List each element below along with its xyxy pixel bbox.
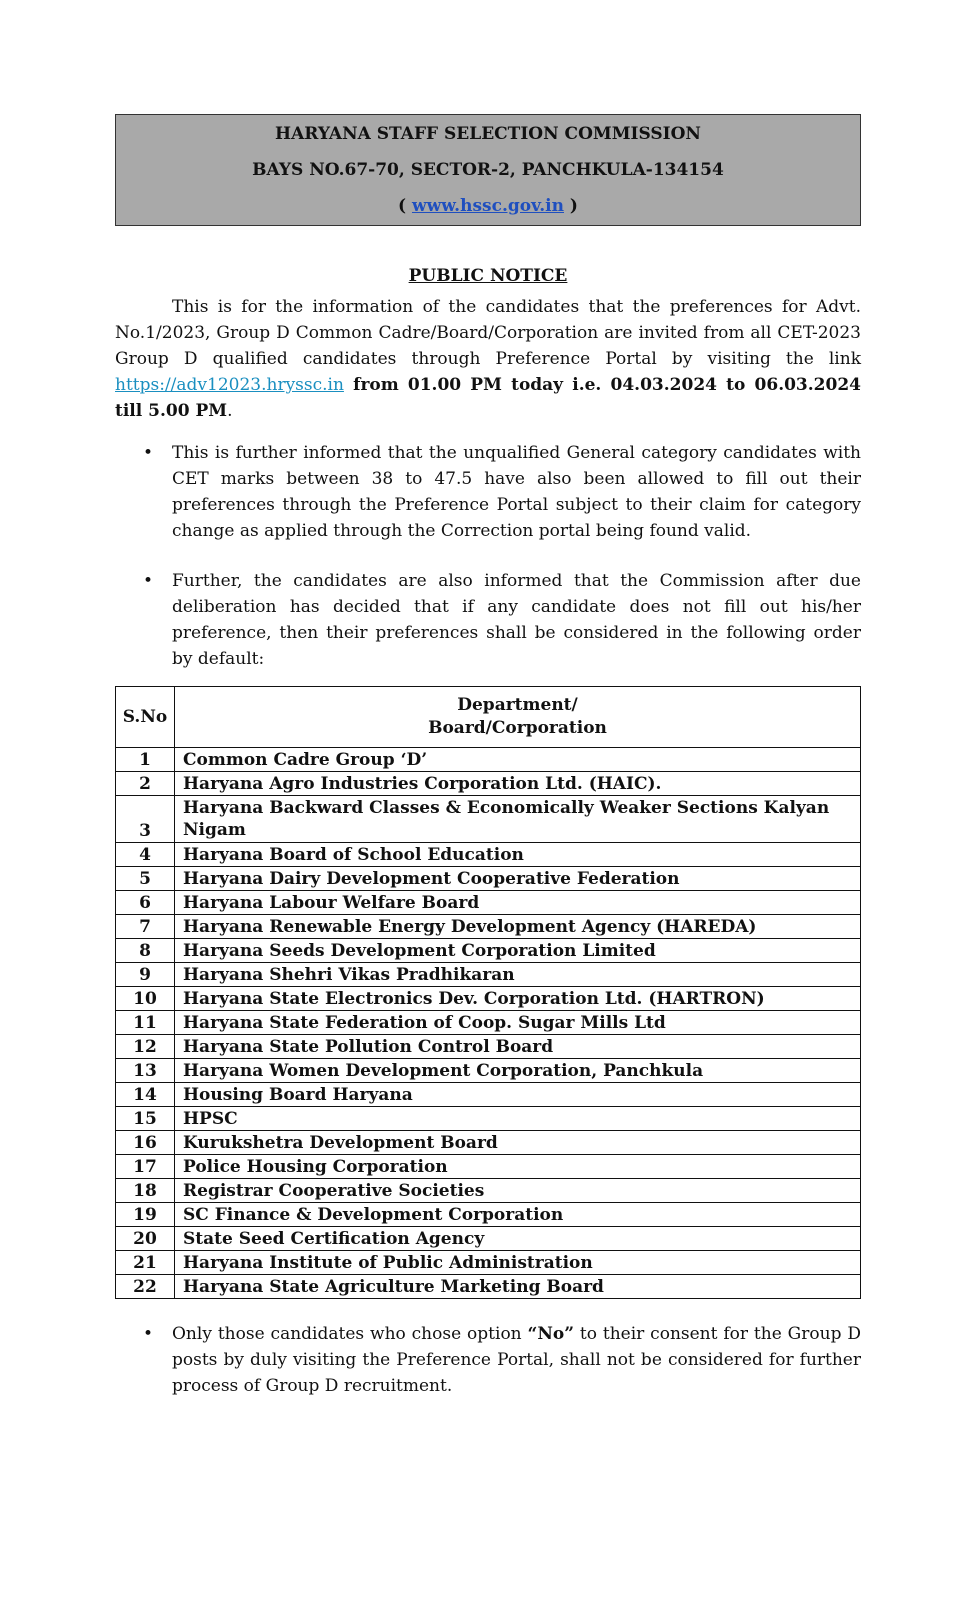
- table-row: [116, 939, 861, 963]
- row-sno: 3: [116, 796, 175, 843]
- row-department: Haryana State Federation of Coop. Sugar Mills Ltd: [175, 1011, 861, 1035]
- row-department: Haryana Agro Industries Corporation Ltd. (HAIC).: [175, 772, 861, 796]
- row-sno: 9: [116, 963, 175, 987]
- row-sno: 8: [116, 939, 175, 963]
- row-department: Haryana Shehri Vikas Pradhikaran: [175, 963, 861, 987]
- col-header-department: Department/ Board/Corporation: [175, 687, 861, 748]
- row-department: Haryana State Electronics Dev. Corporation Ltd. (HARTRON): [175, 987, 861, 1011]
- row-department: Haryana Seeds Development Corporation Limited: [175, 939, 861, 963]
- bullet-dot-icon: •: [143, 571, 154, 591]
- table-row: [116, 1011, 861, 1035]
- commission-name: HARYANA STAFF SELECTION COMMISSION: [275, 124, 701, 144]
- table-row: [116, 1107, 861, 1131]
- table-row: [116, 963, 861, 987]
- notice-page: [115, 114, 861, 1399]
- table-row: [116, 1083, 861, 1107]
- row-sno: 4: [116, 843, 175, 867]
- row-sno: 21: [116, 1251, 175, 1275]
- row-sno: 2: [116, 772, 175, 796]
- website-link[interactable]: www.hssc.gov.in: [411, 196, 564, 216]
- row-department: Housing Board Haryana: [175, 1083, 861, 1107]
- table-row: [116, 1275, 861, 1299]
- row-sno: 16: [116, 1131, 175, 1155]
- row-sno: 5: [116, 867, 175, 891]
- table-row: [116, 987, 861, 1011]
- table-row: [116, 1203, 861, 1227]
- row-sno: 13: [116, 1059, 175, 1083]
- row-department: Haryana Women Development Corporation, Panchkula: [175, 1059, 861, 1083]
- row-department: Registrar Cooperative Societies: [175, 1179, 861, 1203]
- row-department: Haryana State Agriculture Marketing Board: [175, 1275, 861, 1299]
- bullet-default-order: • Further, the candidates are also informed that the Commission after due deliberation has decided that if any candidate does not fill out his/her preference, then their preferences shall be considered in the following order by default:: [115, 568, 861, 672]
- table-row: [116, 1155, 861, 1179]
- preference-portal-link[interactable]: https://adv12023.hryssc.in: [115, 375, 344, 395]
- table-row: [116, 1251, 861, 1275]
- row-sno: 15: [116, 1107, 175, 1131]
- row-sno: 19: [116, 1203, 175, 1227]
- row-department: Haryana Board of School Education: [175, 843, 861, 867]
- row-sno: 12: [116, 1035, 175, 1059]
- row-department: Haryana Labour Welfare Board: [175, 891, 861, 915]
- table-row: [116, 748, 861, 772]
- table-header-row: [116, 687, 861, 748]
- row-sno: 1: [116, 748, 175, 772]
- preference-table-body: [116, 748, 861, 1299]
- table-row: [116, 843, 861, 867]
- table-row: [116, 1179, 861, 1203]
- intro-paragraph: This is for the information of the candidates that the preferences for Advt. No.1/2023, Group D Common Cadre/Board/Corporation are invited from all CET-2023 Group D qualified candidates through Preference Portal by visiting the link https://adv12023.hryssc.in from 01.00 PM today i.e. 04.03.2024 to 06.03.2024 till 5.00 PM.: [115, 297, 861, 421]
- table-row: [116, 772, 861, 796]
- row-sno: 14: [116, 1083, 175, 1107]
- bullet-dot-icon: •: [143, 443, 154, 463]
- date-window: from 01.00 PM today i.e. 04.03.2024 to 06.03.2024 till 5.00 PM: [115, 375, 861, 421]
- row-sno: 20: [116, 1227, 175, 1251]
- table-row: [116, 867, 861, 891]
- row-department: Haryana State Pollution Control Board: [175, 1035, 861, 1059]
- table-row: [116, 1131, 861, 1155]
- row-department: Haryana Backward Classes & Economically Weaker Sections Kalyan Nigam: [175, 796, 861, 843]
- row-sno: 22: [116, 1275, 175, 1299]
- website-line: ( www.hssc.gov.in ): [398, 196, 578, 216]
- notice-title: PUBLIC NOTICE: [408, 266, 568, 286]
- header-box: [115, 114, 861, 226]
- commission-address: BAYS NO.67-70, SECTOR-2, PANCHKULA-134154: [252, 160, 724, 180]
- col-header-sno: S.No: [116, 687, 175, 748]
- table-row: [116, 915, 861, 939]
- row-sno: 18: [116, 1179, 175, 1203]
- table-row: [116, 1227, 861, 1251]
- table-row: [116, 1059, 861, 1083]
- row-department: Common Cadre Group ‘D’: [175, 748, 861, 772]
- row-department: Haryana Renewable Energy Development Agency (HAREDA): [175, 915, 861, 939]
- table-row: [116, 796, 861, 843]
- row-sno: 7: [116, 915, 175, 939]
- row-department: SC Finance & Development Corporation: [175, 1203, 861, 1227]
- row-department: HPSC: [175, 1107, 861, 1131]
- preference-table: [115, 686, 861, 1299]
- row-department: State Seed Certification Agency: [175, 1227, 861, 1251]
- row-department: Haryana Dairy Development Cooperative Federation: [175, 867, 861, 891]
- row-department: Police Housing Corporation: [175, 1155, 861, 1179]
- row-department: Haryana Institute of Public Administration: [175, 1251, 861, 1275]
- row-sno: 11: [116, 1011, 175, 1035]
- bullet-consent-no: • Only those candidates who chose option “No” to their consent for the Group D posts by duly visiting the Preference Portal, shall not be considered for further process of Group D recruitment.: [115, 1321, 861, 1399]
- table-row: [116, 891, 861, 915]
- bullet-dot-icon: •: [143, 1324, 154, 1344]
- table-row: [116, 1035, 861, 1059]
- row-sno: 17: [116, 1155, 175, 1179]
- row-department: Kurukshetra Development Board: [175, 1131, 861, 1155]
- bullet-category-change: • This is further informed that the unqualified General category candidates with CET marks between 38 to 47.5 have also been allowed to fill out their preferences through the Preference Portal subject to their claim for category change as applied through the Correction portal being found valid.: [115, 440, 861, 544]
- row-sno: 6: [116, 891, 175, 915]
- row-sno: 10: [116, 987, 175, 1011]
